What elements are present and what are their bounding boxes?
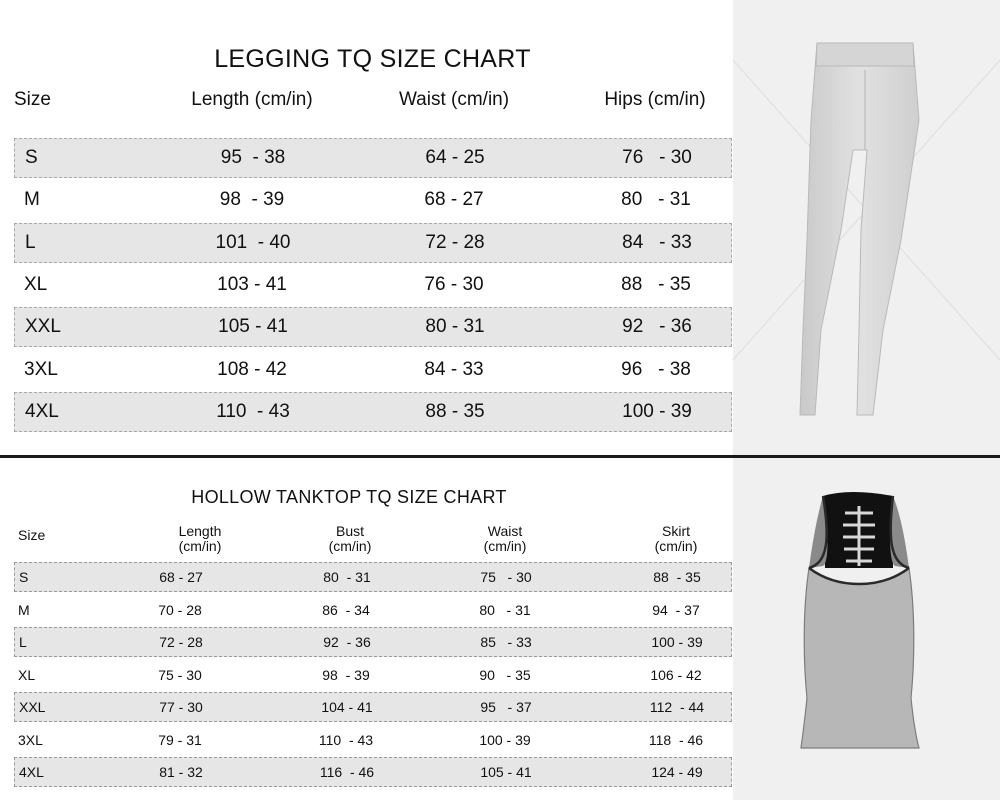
tanktop-cell-size: M [18, 601, 30, 618]
tanktop-cell-c3: 95 - 37 [480, 699, 532, 715]
tanktop-cell-c3: 75 - 30 [480, 569, 532, 585]
tanktop-table-row [14, 757, 732, 787]
tanktop-cell-c1: 77 - 30 [159, 699, 203, 715]
tanktop-header-size: Size [18, 527, 46, 543]
legging-cell-c1: 95 - 38 [220, 147, 286, 168]
tanktop-cell-c3: 80 - 31 [479, 601, 531, 618]
legging-cell-size: 3XL [24, 358, 58, 380]
tanktop-cell-c3: 90 - 35 [479, 666, 531, 683]
legging-header-size: Size [14, 89, 51, 110]
legging-cell-size: S [25, 147, 38, 168]
tanktop-cell-c4: 100 - 39 [651, 634, 703, 650]
legging-cell-c3: 76 - 30 [622, 147, 692, 168]
tanktop-cell-c1: 70 - 28 [158, 601, 202, 618]
legging-cell-c3: 88 - 35 [621, 273, 691, 295]
tanktop-cell-c1: 72 - 28 [159, 634, 203, 650]
legging-cell-c3: 80 - 31 [621, 189, 691, 211]
legging-cell-c2: 80 - 31 [425, 316, 485, 338]
tanktop-cell-c4: 124 - 49 [651, 764, 703, 780]
legging-cell-size: L [25, 231, 36, 253]
legging-cell-size: XL [24, 273, 48, 295]
tanktop-cell-size: XL [18, 666, 36, 683]
tanktop-cell-size: 4XL [19, 764, 44, 780]
tanktop-cell-c1: 75 - 30 [158, 666, 202, 683]
legging-table-row [14, 350, 732, 390]
legging-table-row [14, 265, 732, 305]
legging-cell-c3: 96 - 38 [621, 358, 691, 380]
tanktop-header-waist: Waist (cm/in) [483, 523, 527, 555]
legging-cell-c1: 110 - 43 [216, 400, 290, 422]
tanktop-cell-c4: 106 - 42 [650, 666, 702, 683]
tanktop-cell-c1: 68 - 27 [159, 569, 203, 585]
tanktop-cell-size: S [19, 569, 29, 585]
legging-cell-size: 4XL [25, 400, 59, 422]
tanktop-cell-c4: 94 - 37 [652, 601, 700, 618]
legging-chart-title: LEGGING TQ SIZE CHART [214, 45, 531, 73]
tanktop-cell-c1: 81 - 32 [159, 764, 203, 780]
tanktop-cell-c2: 116 - 46 [319, 764, 375, 780]
tanktop-cell-c4: 118 - 46 [648, 731, 704, 748]
tanktop-table-row [14, 627, 732, 657]
tanktop-chart-title: HOLLOW TANKTOP TQ SIZE CHART [191, 487, 507, 507]
tanktop-cell-c2: 80 - 31 [323, 569, 371, 585]
tanktop-table-row [14, 562, 732, 592]
tanktop-table-row [14, 660, 732, 690]
tanktop-cell-c1: 79 - 31 [158, 731, 202, 748]
legging-cell-c3: 92 - 36 [622, 316, 692, 338]
legging-cell-size: XXL [25, 316, 61, 338]
tanktop-table-row [14, 725, 732, 755]
leggings-image-panel [733, 0, 1000, 455]
tanktop-header-skirt: Skirt (cm/in) [654, 523, 698, 555]
legging-cell-c3: 100 - 39 [622, 400, 692, 422]
tanktop-header-bust: Bust (cm/in) [328, 523, 372, 555]
leggings-image [733, 0, 1000, 455]
legging-cell-size: M [24, 189, 40, 211]
legging-cell-c2: 76 - 30 [424, 273, 484, 295]
tanktop-cell-c3: 85 - 33 [480, 634, 532, 650]
legging-header-waist: Waist (cm/in) [398, 89, 510, 110]
tanktop-size-chart [0, 458, 1000, 800]
legging-cell-c1: 101 - 40 [215, 231, 291, 253]
tanktop-cell-c4: 112 - 44 [649, 699, 705, 715]
legging-table-row [14, 307, 732, 347]
legging-cell-c2: 72 - 28 [425, 231, 485, 253]
legging-cell-c1: 108 - 42 [217, 358, 287, 380]
tanktop-cell-c2: 104 - 41 [321, 699, 373, 715]
tanktop-cell-c2: 98 - 39 [322, 666, 370, 683]
tanktop-cell-c4: 88 - 35 [653, 569, 701, 585]
legging-table-row [14, 180, 732, 220]
tanktop-cell-size: L [19, 634, 27, 650]
tanktop-image-panel [733, 458, 1000, 800]
legging-cell-c2: 68 - 27 [424, 189, 484, 211]
tanktop-table-row [14, 692, 732, 722]
legging-header-length: Length (cm/in) [191, 89, 313, 110]
tanktop-header-length: Length (cm/in) [178, 523, 222, 555]
legging-cell-c3: 84 - 33 [622, 231, 692, 253]
legging-cell-c1: 103 - 41 [217, 273, 287, 295]
tanktop-cell-size: XXL [19, 699, 46, 715]
tanktop-table-row [14, 595, 732, 625]
legging-cell-c2: 64 - 25 [425, 147, 485, 168]
tanktop-cell-c3: 100 - 39 [479, 731, 531, 748]
tanktop-cell-c2: 110 - 43 [318, 731, 374, 748]
tanktop-cell-size: 3XL [18, 731, 43, 748]
legging-header-hips: Hips (cm/in) [604, 89, 706, 110]
legging-cell-c1: 105 - 41 [218, 316, 288, 338]
tanktop-cell-c2: 86 - 34 [322, 601, 370, 618]
legging-table-row [14, 138, 732, 178]
legging-table-row [14, 392, 732, 432]
tanktop-image [733, 458, 1000, 800]
tanktop-cell-c2: 92 - 36 [323, 634, 371, 650]
legging-cell-c2: 84 - 33 [424, 358, 484, 380]
legging-cell-c2: 88 - 35 [425, 400, 485, 422]
legging-table-row [14, 223, 732, 263]
tanktop-cell-c3: 105 - 41 [480, 764, 532, 780]
legging-cell-c1: 98 - 39 [219, 189, 285, 211]
